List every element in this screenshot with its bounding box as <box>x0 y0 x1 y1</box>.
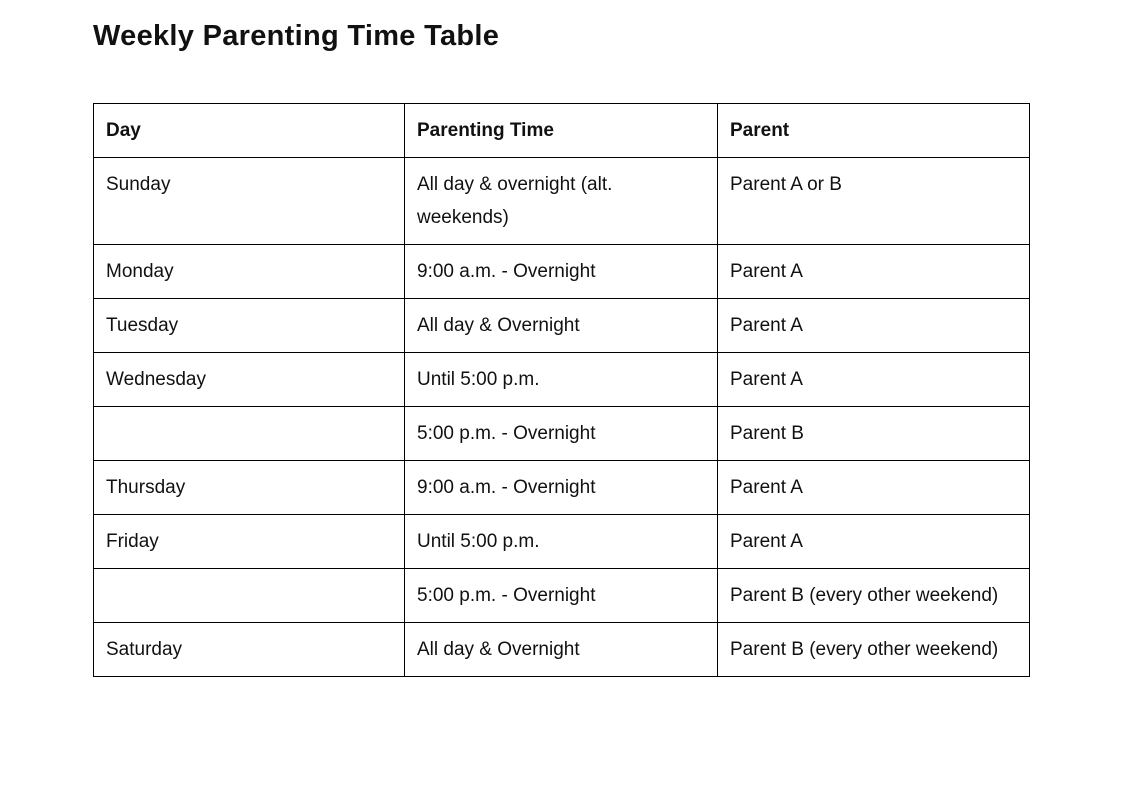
cell-day <box>94 569 405 623</box>
cell-parenting-time: 5:00 p.m. - Overnight <box>405 407 718 461</box>
cell-parent: Parent B (every other weekend) <box>718 623 1030 677</box>
table-row <box>94 569 1030 623</box>
cell-day: Sunday <box>94 158 405 245</box>
cell-day: Wednesday <box>94 353 405 407</box>
cell-parent: Parent A <box>718 245 1030 299</box>
cell-parenting-time: 5:00 p.m. - Overnight <box>405 569 718 623</box>
cell-parenting-time: All day & Overnight <box>405 299 718 353</box>
cell-parenting-time: 9:00 a.m. - Overnight <box>405 461 718 515</box>
column-header-parenting-time: Parenting Time <box>405 104 718 158</box>
column-header-day: Day <box>94 104 405 158</box>
cell-parent: Parent A <box>718 515 1030 569</box>
cell-parent: Parent A or B <box>718 158 1030 245</box>
cell-parenting-time: 9:00 a.m. - Overnight <box>405 245 718 299</box>
cell-day: Friday <box>94 515 405 569</box>
cell-parent: Parent A <box>718 461 1030 515</box>
cell-day: Saturday <box>94 623 405 677</box>
cell-parenting-time: Until 5:00 p.m. <box>405 353 718 407</box>
page-title: Weekly Parenting Time Table <box>93 20 500 52</box>
cell-parenting-time: Until 5:00 p.m. <box>405 515 718 569</box>
cell-parenting-time: All day & Overnight <box>405 623 718 677</box>
cell-day: Monday <box>94 245 405 299</box>
column-header-parent: Parent <box>718 104 1030 158</box>
table-row <box>94 158 1030 245</box>
cell-day: Thursday <box>94 461 405 515</box>
table-row <box>94 623 1030 677</box>
parenting-time-table <box>93 103 1030 677</box>
table-row <box>94 245 1030 299</box>
table-row <box>94 299 1030 353</box>
cell-parent: Parent B (every other weekend) <box>718 569 1030 623</box>
cell-day <box>94 407 405 461</box>
header-row <box>94 104 1030 158</box>
cell-parent: Parent A <box>718 299 1030 353</box>
cell-day: Tuesday <box>94 299 405 353</box>
table-row <box>94 353 1030 407</box>
cell-parent: Parent A <box>718 353 1030 407</box>
cell-parenting-time: All day & overnight (alt. weekends) <box>405 158 718 245</box>
table-row <box>94 515 1030 569</box>
cell-parent: Parent B <box>718 407 1030 461</box>
table-row <box>94 407 1030 461</box>
table-body <box>94 158 1030 677</box>
table-row <box>94 461 1030 515</box>
